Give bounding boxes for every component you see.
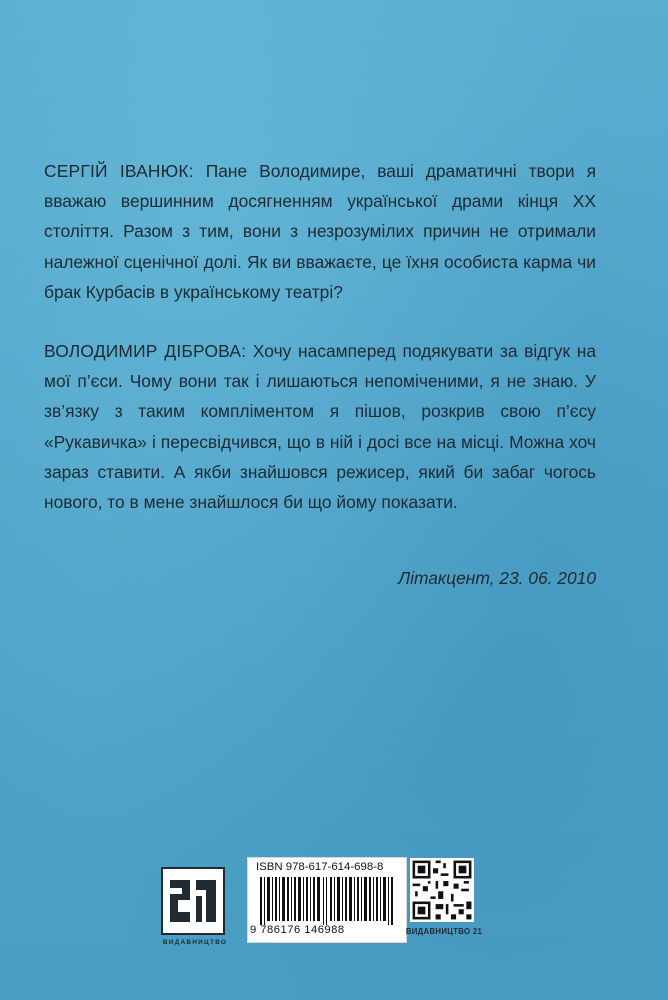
answer-speaker: ВОЛОДИМИР ДІБРОВА: [44,341,247,361]
answer-text: Хочу насамперед подякувати за відгук на мої п’єси. Чому вони так і лишаються непоміченими, я не знаю. У зв’язку з таким компліментом я пішов, розкрив свою п’єсу «Рукавичка» і пересвідчився, що в ній і досі все на місці. Можна хоч зараз ставити. А якби знайшовся режисер, який би забаг чогось нового, то в мене знайшлося би що йому показати. [44,341,596,513]
isbn-label: ISBN 978-617-614-698-8 [256,861,384,873]
question-speaker: СЕРГІЙ ІВАНЮК: [44,161,194,181]
isbn-barcode-box [247,857,407,943]
question-text: Пане Володимире, ваші драматичні твори я вважаю вершинним досягненням української драми кінця XX століття. Разом з тим, вони з незрозумілих причин не отримали належної сценічної долі. Як ви вважаєте, це їхня особиста карма чи брак Курбасів в українському театрі? [44,161,596,302]
interview-answer [44,336,596,517]
logo-caption: ВИДАВНИЦТВО [162,939,228,946]
quote-source: Літакцент, 23. 06. 2010 [398,568,596,588]
publisher-name: ВИДАВНИЦТВО 21 [405,927,483,936]
interview-question [44,156,596,307]
publisher-logo-icon [160,866,226,936]
qr-code-icon [410,858,474,922]
barcode-icon [260,877,396,925]
barcode-digits: 9 786176 146988 [250,924,345,936]
